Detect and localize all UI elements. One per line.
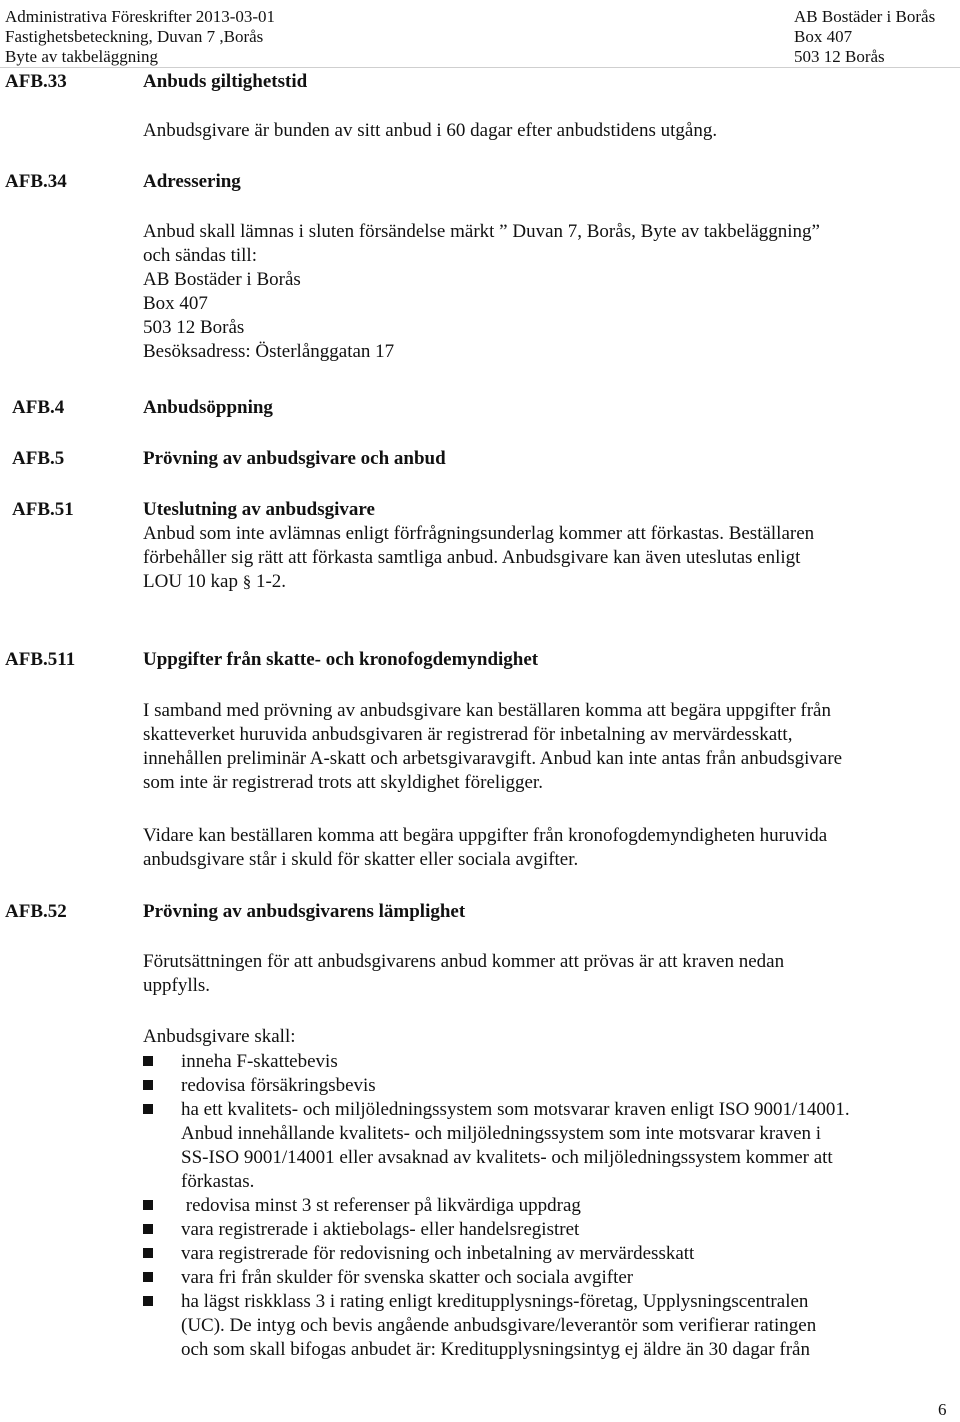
section-title-afb51: Uteslutning av anbudsgivare — [143, 499, 375, 520]
section-body-afb51 — [143, 498, 958, 594]
requirements-label: Anbudsgivare skall: — [143, 1026, 296, 1047]
paragraph-line: som inte är registrerad trots att skyldighet föreligger. — [143, 772, 543, 793]
section-code-afb52: AFB.52 — [5, 901, 67, 922]
list-item: vara registrerade i aktiebolags- eller handelsregistret — [143, 1218, 958, 1242]
paragraph-line: Anbud som inte avlämnas enligt förfrågningsunderlag kommer att förkastas. Beställaren — [143, 523, 815, 544]
section-text-afb511 — [143, 699, 958, 795]
header-property: Fastighetsbeteckning, Duvan 7 ,Borås — [5, 27, 264, 46]
address-line: AB Bostäder i Borås — [143, 269, 301, 290]
section-title-afb34: Adressering — [143, 171, 241, 192]
section-code-afb51: AFB.51 — [12, 499, 74, 520]
header-postal: 503 12 Borås — [794, 47, 885, 66]
paragraph-line: uppfylls. — [143, 975, 211, 996]
section-text-afb511-2 — [143, 824, 958, 872]
header-company: AB Bostäder i Borås — [794, 7, 936, 26]
section-code-afb33: AFB.33 — [5, 71, 67, 92]
bullet-square-icon — [143, 1296, 153, 1306]
address-line: Besöksadress: Österlånggatan 17 — [143, 341, 395, 362]
paragraph-line: innehållen preliminär A-skatt och arbetsgivaravgift. Anbud kan inte antas från anbudsgivare — [143, 748, 843, 769]
section-code-afb4: AFB.4 — [12, 397, 65, 418]
paragraph-line: skatteverket huruvida anbudsgivaren är registrerad för inbetalning av mervärdesskatt, — [143, 724, 793, 745]
address-line: Box 407 — [143, 293, 208, 314]
section-text-afb33: Anbudsgivare är bunden av sitt anbud i 60 dagar efter anbudstidens utgång. — [143, 120, 718, 141]
section-title-afb511: Uppgifter från skatte- och kronofogdemyndighet — [143, 649, 539, 670]
list-item: vara registrerade för redovisning och inbetalning av mervärdesskatt — [143, 1242, 958, 1266]
list-item: ha ett kvalitets- och miljöledningssystem som motsvarar kraven enligt ISO 9001/14001. Anbud innehållande kvalitets- och miljöledningssystem som inte motsvarar kraven i SS-ISO 9001/14001 eller avsaknad av kvalitets- och miljöledningssystem kommer att förkastas. — [143, 1098, 958, 1194]
bullet-square-icon — [143, 1248, 153, 1258]
header-document-title: Administrativa Föreskrifter 2013-03-01 — [5, 7, 276, 26]
page-number: 6 — [938, 1400, 947, 1419]
bullet-square-icon — [143, 1224, 153, 1234]
bullet-square-icon — [143, 1272, 153, 1282]
list-item: redovisa försäkringsbevis — [143, 1074, 958, 1098]
page-header — [0, 0, 960, 68]
bullet-square-icon — [143, 1056, 153, 1066]
section-title-afb5: Prövning av anbudsgivare och anbud — [143, 448, 446, 469]
requirements-list — [143, 1050, 958, 1362]
section-sign: § — [242, 572, 252, 591]
section-text-afb34 — [143, 220, 958, 364]
law-reference: LOU 10 kap — [143, 571, 238, 592]
list-item: inneha F-skattebevis — [143, 1050, 958, 1074]
section-intro-afb52 — [143, 950, 958, 998]
law-paragraphs: 1-2. — [255, 571, 287, 592]
address-line: Anbud skall lämnas i sluten försändelse märkt ” Duvan 7, Borås, Byte av takbeläggning” — [143, 221, 820, 242]
header-project: Byte av takbeläggning — [5, 47, 158, 66]
paragraph-line: förbehåller sig rätt att förkasta samtliga anbud. Anbudsgivare kan även uteslutas enligt — [143, 547, 801, 568]
section-title-afb4: Anbudsöppning — [143, 397, 273, 418]
bullet-square-icon — [143, 1104, 153, 1114]
bullet-square-icon — [143, 1080, 153, 1090]
header-divider — [0, 67, 960, 68]
paragraph-line: anbudsgivare står i skuld för skatter eller sociala avgifter. — [143, 849, 579, 870]
section-title-afb52: Prövning av anbudsgivarens lämplighet — [143, 901, 466, 922]
header-box: Box 407 — [794, 27, 853, 46]
address-line: och sändas till: — [143, 245, 257, 266]
list-item: ha lägst riskklass 3 i rating enligt kreditupplysnings-företag, Upplysningscentralen (UC). De intyg och bevis angående anbudsgivare/leverantör som verifierar ratingen och som skall bifogas anbudet är: Kreditupplysningsintyg ej äldre än 30 dagar från — [143, 1290, 958, 1362]
paragraph-line: Vidare kan beställaren komma att begära uppgifter från kronofogdemyndigheten huruvida — [143, 825, 828, 846]
section-code-afb511: AFB.511 — [5, 649, 76, 670]
section-title-afb33: Anbuds giltighetstid — [143, 71, 308, 92]
bullet-square-icon — [143, 1200, 153, 1210]
section-code-afb34: AFB.34 — [5, 171, 67, 192]
paragraph-line: I samband med prövning av anbudsgivare kan beställaren komma att begära uppgifter från — [143, 700, 831, 721]
list-item: redovisa minst 3 st referenser på likvärdiga uppdrag — [143, 1194, 958, 1218]
address-line: 503 12 Borås — [143, 317, 245, 338]
paragraph-line — [143, 570, 958, 594]
section-code-afb5: AFB.5 — [12, 448, 65, 469]
list-item: vara fri från skulder för svenska skatter och sociala avgifter — [143, 1266, 958, 1290]
paragraph-line: Förutsättningen för att anbudsgivarens anbud kommer att prövas är att kraven nedan — [143, 951, 785, 972]
